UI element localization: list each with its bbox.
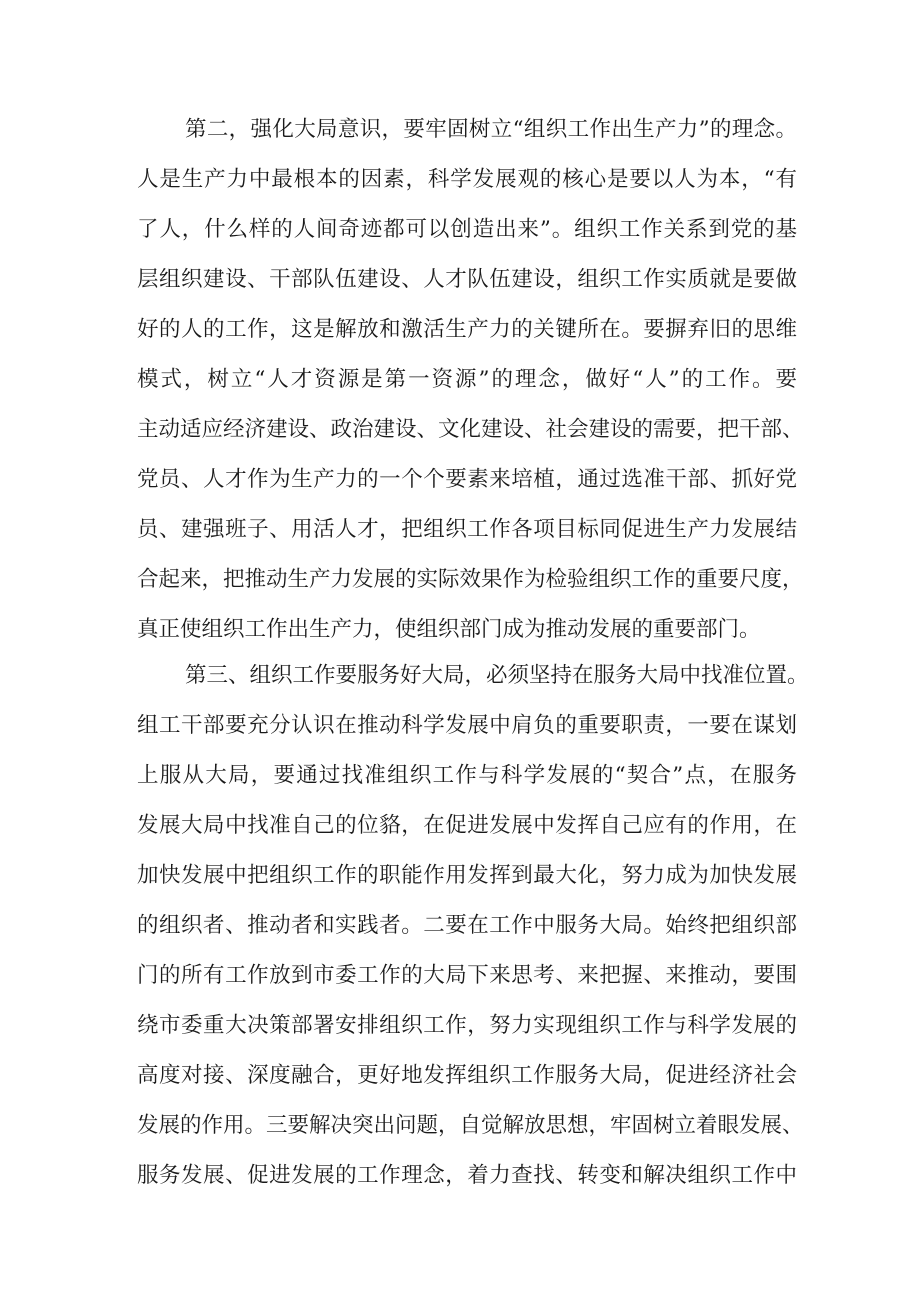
text-line: 人是生产力中最根本的因素，科学发展观的核心是要以人为本，“有 bbox=[137, 167, 797, 192]
text-line: 党员、人才作为生产力的一个个要素来培植，通过选准干部、抓好党 bbox=[137, 467, 797, 492]
text-line: 加快发展中把组织工作的职能作用发挥到最大化，努力成为加快发展 bbox=[137, 863, 797, 888]
text-line: 绕市委重大决策部署安排组织工作，努力实现组织工作与科学发展的 bbox=[137, 1013, 797, 1038]
text-line: 第二，强化大局意识，要牢固树立“组织工作出生产力”的理念。 bbox=[185, 117, 797, 142]
text-line: 服务发展、促进发展的工作理念，着力查找、转变和解决组织工作中 bbox=[137, 1163, 797, 1188]
text-line: 第三、组织工作要服务好大局，必须坚持在服务大局中找准位置。 bbox=[185, 663, 809, 688]
text-line: 了人，什么样的人间奇迹都可以创造出来”。组织工作关系到党的基 bbox=[137, 217, 797, 242]
text-line: 员、建强班子、用活人才，把组织工作各项目标同促进生产力发展结 bbox=[137, 517, 797, 542]
text-line: 高度对接、深度融合，更好地发挥组织工作服务大局，促进经济社会 bbox=[137, 1063, 797, 1088]
text-line: 发展的作用。三要解决突出问题，自觉解放思想，牢固树立着眼发展、 bbox=[137, 1113, 804, 1138]
text-line: 层组织建设、干部队伍建设、人才队伍建设，组织工作实质就是要做 bbox=[137, 267, 797, 292]
text-line: 主动适应经济建设、政治建设、文化建设、社会建设的需要，把干部、 bbox=[137, 417, 804, 442]
text-line: 上服从大局，要通过找准组织工作与科学发展的“契合”点，在服务 bbox=[137, 763, 797, 788]
text-line: 的组织者、推动者和实践者。二要在工作中服务大局。始终把组织部 bbox=[137, 913, 797, 938]
text-line: 发展大局中找准自己的位貉，在促进发展中发挥自己应有的作用，在 bbox=[137, 813, 797, 838]
text-line: 真正使组织工作出生产力，使组织部门成为推动发展的重要部门。 bbox=[137, 617, 761, 642]
text-line: 组工干部要充分认识在推动科学发展中肩负的重要职责，一要在谋划 bbox=[137, 713, 797, 738]
text-line: 合起来，把推动生产力发展的实际效果作为检验组织工作的重要尺度， bbox=[137, 567, 804, 592]
text-line: 门的所有工作放到市委工作的大局下来思考、来把握、来推动，要围 bbox=[137, 963, 797, 988]
text-line: 模式，树立“人才资源是第一资源”的理念，做好“人”的工作。要 bbox=[137, 367, 797, 392]
text-line: 好的人的工作，这是解放和激活生产力的关键所在。要摒弃旧的思维 bbox=[137, 317, 797, 342]
